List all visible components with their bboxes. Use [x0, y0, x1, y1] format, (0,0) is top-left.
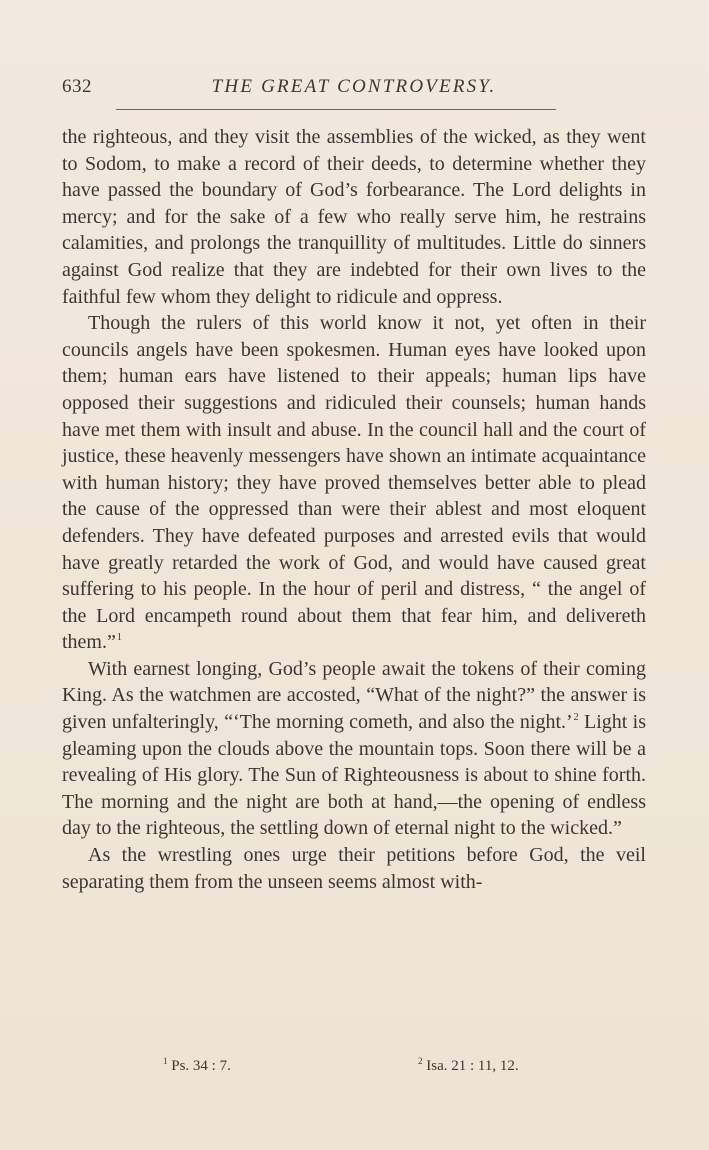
paragraph-1-text: the righteous, and they visit the assemblies of the wicked, as they went to Sodom, to make a record of their deeds, to determine whether they have passed the boundary of God’s forbearance. The Lord delights in mercy; and for the sake of a few who really serve him, he restrains calamities, and prolongs the tranquillity of multitudes. Little do sinners against God realize that they are indebted for their own lives to the faithful few whom they delight to ridicule and oppress.: [62, 126, 646, 308]
footnote-1: [162, 1058, 231, 1075]
page-header: [62, 76, 646, 102]
running-title: THE GREAT CONTROVERSY.: [211, 76, 497, 97]
page-number: 632: [62, 76, 92, 97]
paragraph-2: [62, 310, 646, 656]
paragraph-3-text-after: Light is gleaming upon the clouds above the mountain tops. Soon there will be a revealing of His glory. The Sun of Righteousness is about to shine forth. The morning and the night are both at hand,—the opening of endless day to the righteous, the settling down of eternal night to the wicked.”: [62, 711, 647, 840]
footnote-1-text: Ps. 34 : 7.: [171, 1058, 231, 1074]
footnote-ref-1: 1: [116, 632, 122, 644]
footnote-2: [417, 1058, 519, 1075]
footnote-2-text: Isa. 21 : 11, 12.: [426, 1058, 519, 1074]
paragraph-1: [62, 124, 646, 310]
header-rule: [116, 109, 556, 110]
paragraph-4-text: As the wrestling ones urge their petitions before God, the veil separating them from the unseen seems almost with-: [62, 844, 646, 893]
paragraph-2-text: Though the rulers of this world know it not, yet often in their councils angels have been spokesmen. Human eyes have looked upon them; human ears have listened to their appeals; human lips have opposed their suggestions and ridiculed their counsels; human hands have met them with insult and abuse. In the council hall and the court of justice, these heavenly messengers have shown an intimate acquaintance with human history; they have proved themselves better able to plead the cause of the oppressed than were their ablest and most eloquent defenders. They have defeated purposes and arrested evils that would have greatly retarded the work of God, and would have caused great suffering to his people. In the hour of peril and distress, “ the angel of the Lord encampeth round about them that fear him, and delivereth them.”: [62, 312, 646, 654]
body-text: [62, 124, 646, 895]
footnote-1-mark: 1: [163, 1056, 168, 1066]
footnote-ref-2: 2: [573, 712, 579, 724]
paragraph-3-text-before: With earnest longing, God’s people await the tokens of their coming King. As the watchmen are accosted, “What of the night?” the answer is given unfalteringly, “‘The morning cometh, and also the night.’: [62, 657, 646, 734]
footnotes: [62, 1058, 646, 1080]
paragraph-3: [62, 656, 646, 842]
paragraph-4: [62, 842, 646, 895]
footnote-2-mark: 2: [418, 1056, 423, 1066]
